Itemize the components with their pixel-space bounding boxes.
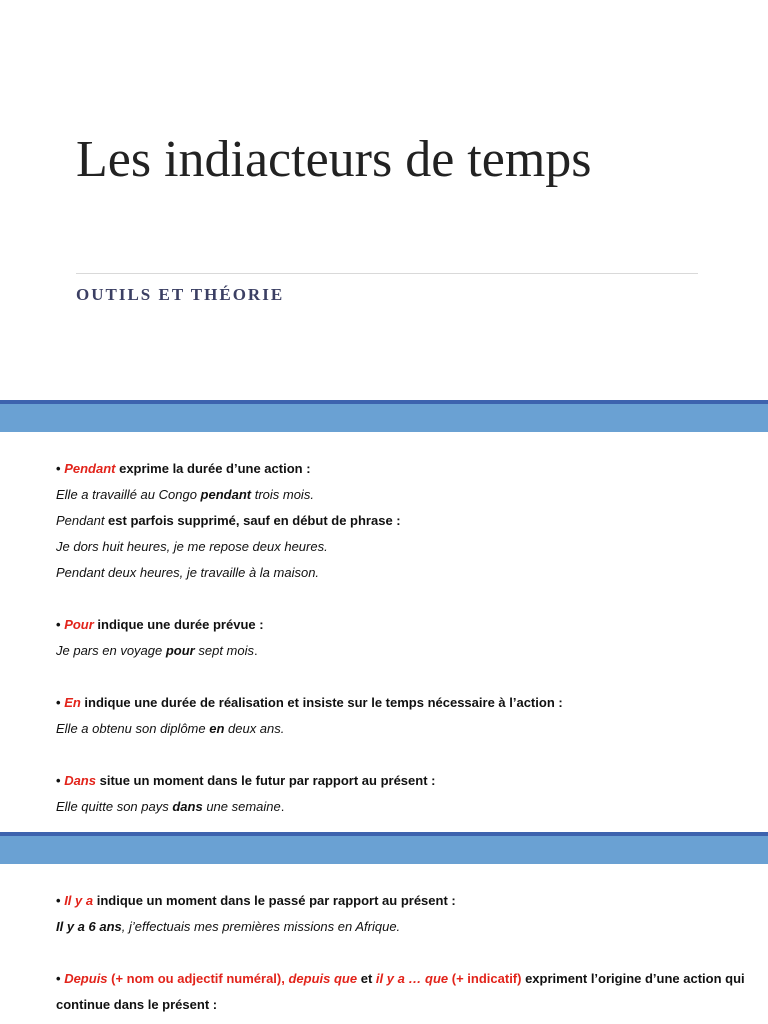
bullet: • [56,773,61,788]
example-pendant-1 [56,486,736,504]
example-text: , j’effectuais mes premières missions en Afrique. [121,919,401,934]
slide-content-durations [0,432,768,832]
paren-note: (+ indicatif) [448,971,522,986]
example-keyword: pendant [200,487,252,502]
keyword-pour: Pour [64,617,94,632]
bullet: • [56,695,61,710]
example-end: . [280,799,285,814]
example-il-y-a [56,918,736,936]
rule-text: exprime la durée d’une action : [115,461,311,476]
title-divider [76,273,698,274]
bullet: • [56,617,61,632]
example-end: . [254,643,258,658]
keyword-pendant: Pendant [64,461,116,476]
example-pendant-3: Pendant deux heures, je travaille à la maison. [56,565,320,580]
keyword-dans: Dans [64,773,96,788]
example-dans [56,798,736,816]
example-text: Je pars en voyage [56,643,166,658]
title-slide [0,0,768,400]
example-en [56,720,736,738]
example-text: trois mois. [251,487,314,502]
keyword-en: En [64,695,81,710]
rule-text: situe un moment dans le futur par rapport au présent : [95,773,436,788]
slide-header-band [0,400,768,432]
rule-depuis [56,970,745,988]
rule-en [56,694,736,712]
example-keyword: en [209,721,225,736]
bullet: • [56,461,61,476]
example-keyword: dans [172,799,203,814]
bullet: • [56,971,61,986]
example-text: sept mois [194,643,254,658]
paren-note: (+ nom ou adjectif numéral), [107,971,289,986]
slide-header-band [0,832,768,864]
slide-content-origin [0,864,768,1024]
example-text: Elle quitte son pays [56,799,173,814]
rule-pour [56,616,736,634]
page-title: Les indiacteurs de temps [76,131,592,188]
example-text: une semaine [202,799,281,814]
note-text: est parfois supprimé, sauf en début de phrase : [104,513,401,528]
rule-dans [56,772,736,790]
bullet: • [56,893,61,908]
keyword-il-y-a: Il y a [64,893,94,908]
rule-text: indique un moment dans le passé par rapport au présent : [93,893,456,908]
note-keyword: Pendant [56,513,105,528]
rule-text: indique une durée de réalisation et insiste sur le temps nécessaire à l’action : [80,695,563,710]
rule-depuis-continued: continue dans le présent : [56,997,218,1012]
rule-text: indique une durée prévue : [93,617,264,632]
keyword-depuis: Depuis [64,971,108,986]
conjunction: et [357,971,376,986]
example-keyword: Il y a 6 ans [56,919,122,934]
rule-il-y-a [56,892,736,910]
page-subtitle: OUTILS ET THÉORIE [76,285,285,304]
note-pendant [56,512,736,530]
keyword-il-y-a-que: il y a … que [375,971,449,986]
rule-text: expriment l’origine d’une action qui [521,971,745,986]
example-pour [56,642,736,660]
example-text: deux ans. [224,721,285,736]
example-keyword: pour [165,643,195,658]
keyword-depuis-que: depuis que [288,971,358,986]
example-text: Elle a travaillé au Congo [56,487,201,502]
rule-pendant [56,460,736,478]
example-pendant-2: Je dors huit heures, je me repose deux heures. [56,539,328,554]
example-text: Elle a obtenu son diplôme [56,721,210,736]
